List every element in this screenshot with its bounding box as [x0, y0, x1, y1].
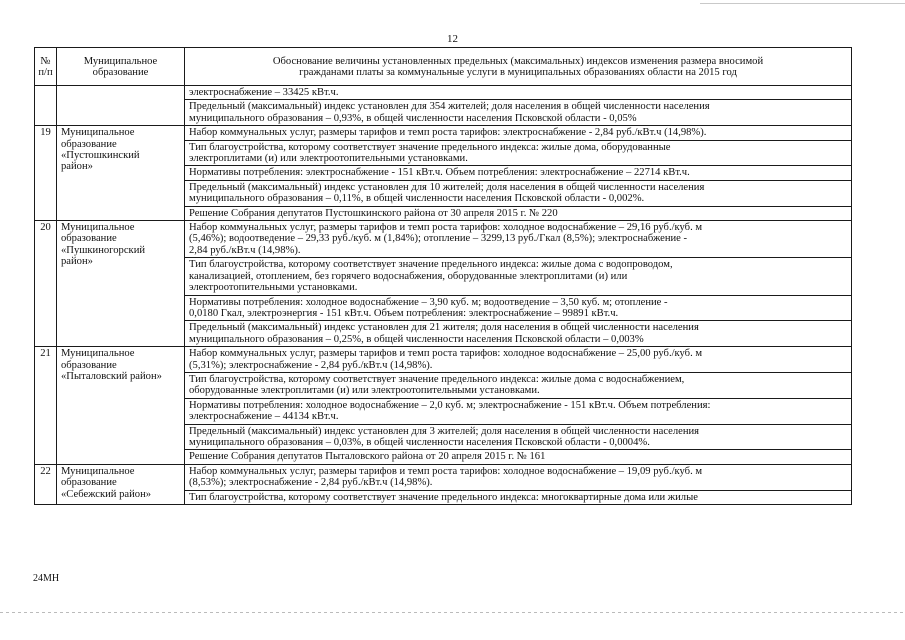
index-population-share: Предельный (максимальный) индекс установлен для 10 жителей; доля населения в общей численности населения муниципального образования – 0,11%, в общей численности населения Псковской области - 0,002%. — [185, 180, 851, 206]
consumption-volume: электроснабжение – 33425 кВт.ч. — [189, 87, 339, 98]
council-decision: Решение Собрания депутатов Пустошкинского района от 30 апреля 2015 г. № 220 — [185, 206, 851, 220]
row-municipality: Муниципальное образование «Себежский район» — [57, 464, 185, 504]
row-number: 21 — [35, 347, 57, 465]
table-row — [35, 464, 852, 504]
row-number: 19 — [35, 126, 57, 221]
page-number: 12 — [447, 33, 458, 45]
housing-type: Тип благоустройства, которому соответствует значение предельного индекса: многоквартирные дома или жилые — [185, 490, 851, 504]
tariffs-set: Набор коммунальных услуг, размеры тарифов и темп роста тарифов: холодное водоснабжение – 19,09 руб./куб. м (8,53%); электроснабжение - 2,84 руб./кВт.ч (14,98%). — [189, 465, 703, 489]
tariffs-set: Набор коммунальных услуг, размеры тарифов и темп роста тарифов: электроснабжение - 2,84 руб./кВт.ч (14,98%). — [189, 127, 707, 139]
header-number: № п/п — [35, 48, 57, 86]
scan-artifact-top — [700, 3, 905, 4]
row-basis — [185, 221, 852, 347]
row-municipality — [57, 86, 185, 126]
consumption-norms: Нормативы потребления: электроснабжение - 151 кВт.ч. Объем потребления: электроснабжение – 22714 кВт.ч. — [185, 165, 851, 179]
index-population-share: Предельный (максимальный) индекс установлен для 21 жителя; доля населения в общей численности населения муниципального образования – 0,25%, в общей численности населения Псковской области – 0,003% — [185, 320, 851, 346]
row-basis — [185, 126, 852, 221]
document-code: 24МН — [33, 573, 60, 584]
tariff-table — [34, 47, 852, 505]
row-number: 20 — [35, 221, 57, 347]
row-number — [35, 86, 57, 126]
header-municipality: Муниципальное образование — [57, 48, 185, 86]
housing-type: Тип благоустройства, которому соответствует значение предельного индекса: жилые дома с водопроводом, канализацией, отоплением, без горячего водоснабжения, оборудованные электроплитами (и) или электроотопительными установками. — [185, 257, 851, 294]
consumption-norms: Нормативы потребления: холодное водоснабжение – 3,90 куб. м; водоотведение – 3,50 куб. м; отопление - 0,0180 Гкал, электроэнергия - 151 кВт.ч. Объем потребления: электроснабжение – 99891 кВт.ч. — [185, 295, 851, 321]
scan-artifact-bottom — [0, 612, 905, 613]
row-municipality: Муниципальное образование «Пустошкинский район» — [57, 126, 185, 221]
row-municipality: Муниципальное образование «Пыталовский район» — [57, 347, 185, 465]
consumption-norms: Нормативы потребления: холодное водоснабжение – 2,0 куб. м; электроснабжение - 151 кВт.ч. Объем потребления: электроснабжение – 44134 кВт.ч. — [185, 398, 851, 424]
index-population-share: Предельный (максимальный) индекс установлен для 354 жителей; доля населения в общей численности населения муниципального образования – 0,93%, в общей численности населения Псковской области - 0,05% — [185, 99, 851, 125]
council-decision: Решение Собрания депутатов Пыталовского района от 20 апреля 2015 г. № 161 — [185, 449, 851, 463]
table-row — [35, 126, 852, 221]
tariffs-set: Набор коммунальных услуг, размеры тарифов и темп роста тарифов: холодное водоснабжение – 29,16 руб./куб. м (5,46%); водоотведение – 29,33 руб./куб. м (1,84%); отопление – 3299,13 руб./Гкал (8,5%); электроснабжение - 2,84 руб./кВт.ч (14,98%). — [189, 222, 703, 256]
row-basis — [185, 86, 852, 126]
row-number: 22 — [35, 464, 57, 504]
row-basis — [185, 347, 852, 465]
row-municipality: Муниципальное образование «Пушкиногорский район» — [57, 221, 185, 347]
table-row — [35, 221, 852, 347]
header-basis: Обоснование величины установленных предельных (максимальных) индексов изменения размера вносимой гражданами платы за коммунальные услуги в муниципальных образованиях области на 2015 год — [185, 48, 852, 86]
housing-type: Тип благоустройства, которому соответствует значение предельного индекса: жилые дома, оборудованные электроплитами (и) или электроотопительными установками. — [185, 140, 851, 166]
tariffs-set: Набор коммунальных услуг, размеры тарифов и темп роста тарифов: холодное водоснабжение – 25,00 руб./куб. м (5,31%); электроснабжение - 2,84 руб./кВт.ч (14,98%). — [189, 348, 703, 371]
table-row — [35, 347, 852, 465]
row-basis — [185, 464, 852, 504]
index-population-share: Предельный (максимальный) индекс установлен для 3 жителей; доля населения в общей численности населения муниципального образования – 0,03%, в общей численности населения Псковской области - 0,0004%. — [185, 424, 851, 450]
table-header-row — [35, 48, 852, 86]
housing-type: Тип благоустройства, которому соответствует значение предельного индекса: жилые дома с водоснабжением, оборудованные электроплитами (и) или электроотопительными установками. — [185, 372, 851, 398]
table-row-continuation — [35, 86, 852, 126]
